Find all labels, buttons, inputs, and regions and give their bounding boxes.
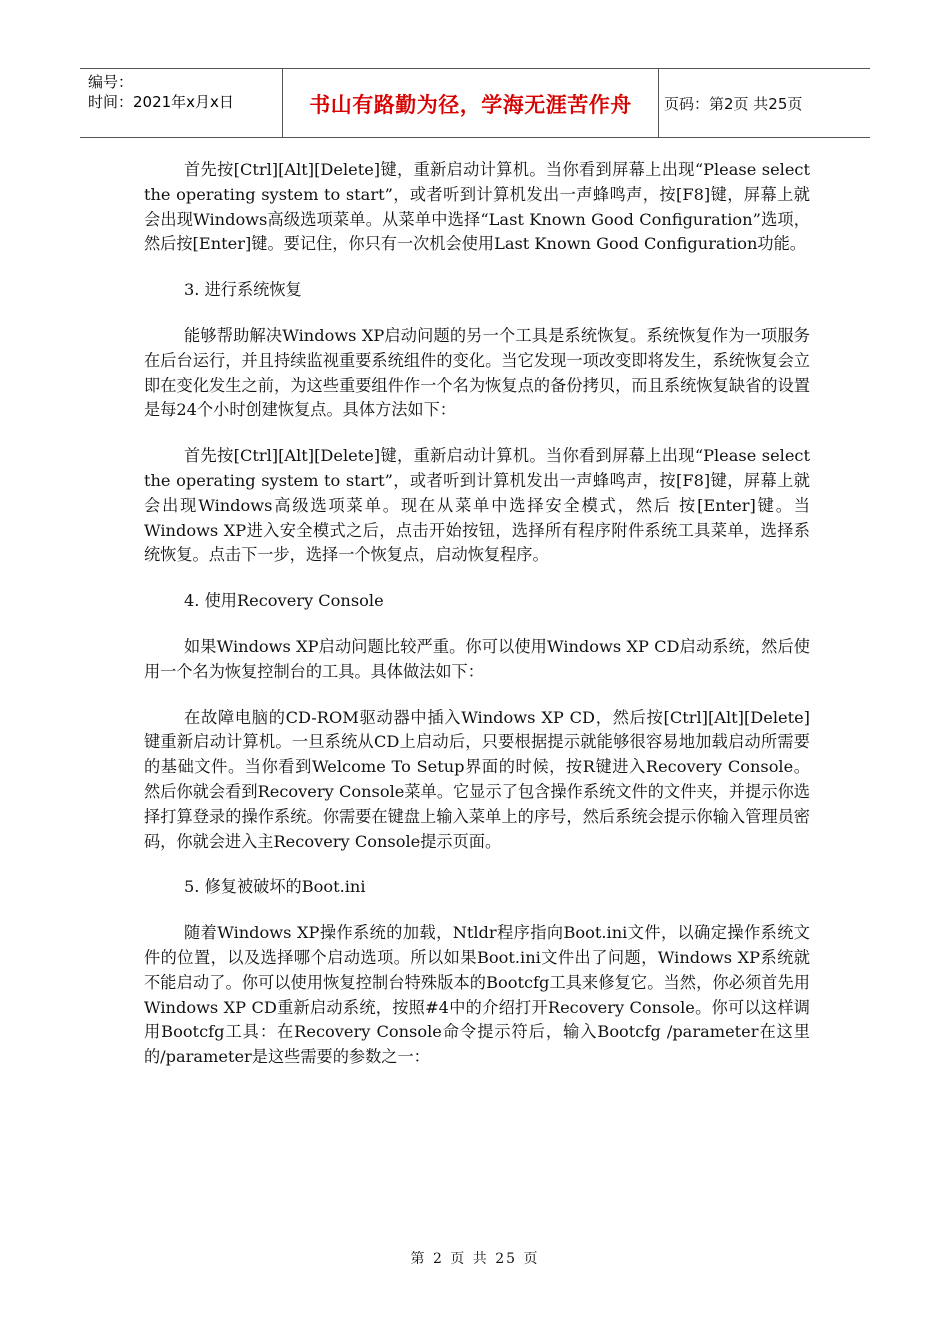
page-header xyxy=(80,68,870,138)
page-number-label: 页码：第2页 共25页 xyxy=(664,94,803,113)
header-info-cell xyxy=(80,69,283,137)
motto-text: 书山有路勤为径，学海无涯苦作舟 xyxy=(309,93,632,117)
paragraph-recovery-console-intro: 如果Windows XP启动问题比较严重。你可以使用Windows XP CD启动系统，然后使用一个名为恢复控制台的工具。具体做法如下： xyxy=(144,636,810,681)
paragraph-system-restore-steps: 首先按[Ctrl][Alt][Delete]键，重新启动计算机。当你看到屏幕上出现“Please select the operating system to start”，或者听到计算机发出一声蜂鸣声，按[F8]键，屏幕上就会出现Windows高级选项菜单。现在从菜单中选择安全模式，然后 按[Enter]键。当Windows XP进入安全模式之后，点击开始按钮，选择所有程序附件系统工具菜单，选择系统恢复。点击下一步，选择一个恢复点，启动恢复程序。 xyxy=(144,446,810,565)
section-heading-boot-ini: 5. 修复被破坏的Boot.ini xyxy=(184,877,366,897)
header-motto-cell xyxy=(283,69,659,137)
number-label: 编号： xyxy=(88,73,134,91)
section-heading-system-restore: 3. 进行系统恢复 xyxy=(184,280,302,300)
paragraph-last-known-good-steps: 首先按[Ctrl][Alt][Delete]键，重新启动计算机。当你看到屏幕上出现“Please select the operating system to start”，或者听到计算机发出一声蜂鸣声，按[F8]键，屏幕上就会出现Windows高级选项菜单。从菜单中选择“Last Known Good Configuration”选项，然后按[Enter]键。要记住，你只有一次机会使用Last Known Good Configuration功能。 xyxy=(144,160,810,254)
date-label: 时间：2021年x月x日 xyxy=(88,93,234,111)
paragraph-boot-ini: 随着Windows XP操作系统的加载，Ntldr程序指向Boot.ini文件，以确定操作系统文件的位置，以及选择哪个启动选项。所以如果Boot.ini文件出了问题，Windows XP系统就不能启动了。你可以使用恢复控制台特殊版本的Bootcfg工具来修复它。当然，你必须首先用Windows XP CD重新启动系统，按照#4中的介绍打开Recovery Console。你可以这样调用Bootcfg工具：在Recovery Console命令提示符后，输入Bootcfg /parameter在这里的/parameter是这些需要的参数之一： xyxy=(144,923,810,1067)
section-heading-recovery-console: 4. 使用Recovery Console xyxy=(184,591,384,611)
paragraph-system-restore-intro: 能够帮助解决Windows XP启动问题的另一个工具是系统恢复。系统恢复作为一项服务在后台运行，并且持续监视重要系统组件的变化。当它发现一项改变即将发生，系统恢复会立即在变化发生之前，为这些重要组件作一个名为恢复点的备份拷贝，而且系统恢复缺省的设置是每24个小时创建恢复点。具体方法如下： xyxy=(144,325,810,420)
page-footer: 第 2 页 共 25 页 xyxy=(410,1251,540,1267)
document-body xyxy=(144,158,810,1070)
paragraph-recovery-console-steps: 在故障电脑的CD-ROM驱动器中插入Windows XP CD，然后按[Ctrl][Alt][Delete]键重新启动计算机。一旦系统从CD上启动后，只要根据提示就能够很容易地加载启动所需要的基础文件。当你看到Welcome To Setup界面的时候，按R键进入Recovery Console。然后你就会看到Recovery Console菜单。它显示了包含操作系统文件的文件夹，并提示你选择打算登录的操作系统。你需要在键盘上输入菜单上的序号，然后系统会提示你输入管理员密码，你就会进入主Recovery Console提示页面。 xyxy=(144,707,810,851)
